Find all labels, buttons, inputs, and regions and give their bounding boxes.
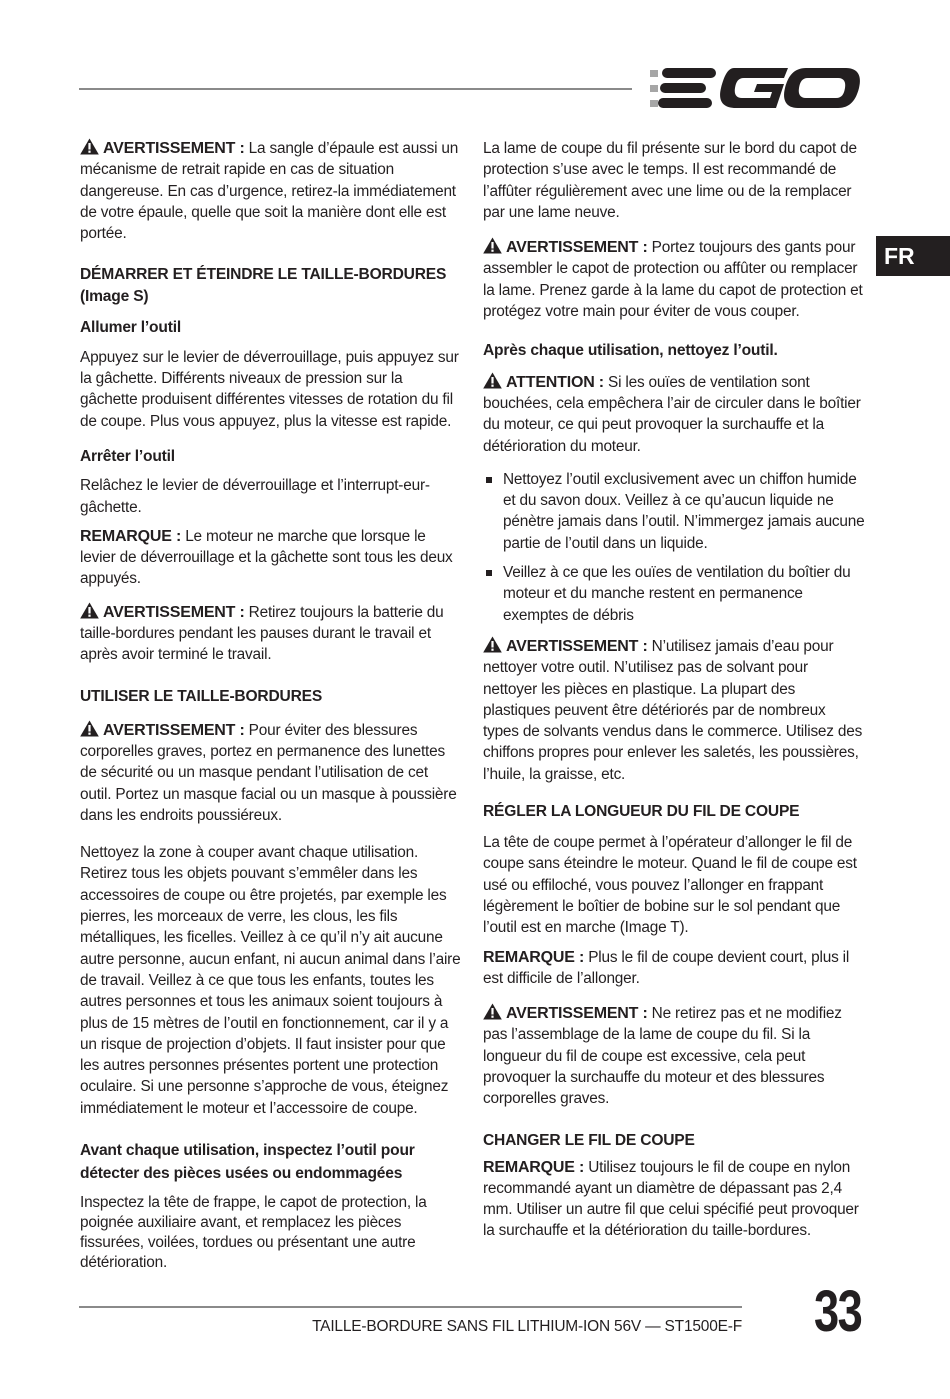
subheading-inspect: Avant chaque utilisation, inspectez l’outil pour détecter des pièces usées ou endommagées [80,1141,415,1182]
paragraph-turn-on: Appuyez sur le levier de déverrouillage, puis appuyez sur la gâchette. Différents niveaux de pression sur la gâchette produisent différentes vitesses de rotation du fil de coupe. Plus vous appuyez, plus la vitesse est rapide. [80,348,459,430]
warning-eye-protection [80,720,462,826]
warning-triangle-icon [483,237,502,254]
attention-vents [483,372,865,457]
paragraph-turn-off: Relâchez le levier de déverrouillage et l’interrupt-eur-gâchette. [80,477,430,516]
note-short-line [483,947,865,990]
warning-label: AVERTISSEMENT : [103,140,245,157]
warning-label: AVERTISSEMENT : [506,1005,648,1023]
warning-text: La sangle d’épaule est aussi un mécanisme de retrait rapide en cas de situation dangereuse. En cas d’urgence, retirez-la immédiatement de votre épaule, quelle que soit la manière dont elle est portée. [80,140,459,243]
warning-text: Ne retirez pas et ne modifiez pas l’assemblage de la lame de coupe du fil. Si la longueur du fil de coupe est excessive, cela peut provoquer la surchauffe du moteur et des blessures corporelles graves. [483,1005,842,1108]
paragraph-inspect: Inspectez la tête de frappe, le capot de protection, la poignée auxiliaire avant, et remplacez les pièces fissurées, voilées, tordues ou présentant une autre détérioration. [80,1193,427,1271]
warning-shoulder-strap [80,138,462,244]
note-text: Utilisez toujours le fil de coupe en nylon recommandé ayant un diamètre de dépassant pas 2,4 mm. Utiliser un autre fil que celui spécifié peut provoquer la surchauffe et la détérioration du taille-bordures. [483,1158,859,1240]
right-column [483,138,865,1254]
warning-label: AVERTISSEMENT : [506,637,648,655]
warning-text: Portez toujours des gants pour assembler le capot de protection ou affûter ou remplacer la lame. Prenez garde à la lame du capot de protection et protégez votre main pour éviter de vous couper. [483,239,863,321]
warning-triangle-icon [80,720,99,737]
note-text: Le moteur ne marche que lorsque le levier de déverrouillage et la gâchette sont tous les deux appuyés. [80,527,453,588]
warning-triangle-icon [483,372,502,389]
note-label: REMARQUE : [80,527,182,545]
page-number: 33 [814,1279,862,1344]
paragraph-blade: La lame de coupe du fil présente sur le bord du capot de protection s’use avec le temps. Il est recommandé de l’affûter régulièrement avec une lime ou de la remplacer par une lame neuve. [483,140,857,221]
note-label: REMARQUE : [483,1158,585,1176]
warning-text: Pour éviter des blessures corporelles graves, portez en permanence des lunettes de sécurité ou un masque pendant l’utilisation de cet outil. Portez un masque facial ou un masque à poussière dans les endroits poussiéreux. [80,721,457,824]
warning-label: AVERTISSEMENT : [103,603,245,621]
list-item: Veillez à ce que les ouïes de ventilation du boîtier du moteur et du manche restent en permanence exemptes de débris [483,562,865,626]
section-heading-line-length: RÉGLER LA LONGUEUR DU FIL DE COUPE [483,803,800,821]
footer-product-title: TAILLE-BORDURE SANS FIL LITHIUM-ION 56V — ST1500E-F [312,1318,742,1335]
left-column [80,138,462,1285]
ego-logo [650,62,862,114]
warning-text: N’utilisez jamais d’eau pour nettoyer votre outil. N’utilisez pas de solvant pour nettoyer les pièces en plastique. La plupart des plastiques peuvent être détériorés par de nombreux types de solvants vendus dans le commerce. Utilisez des chiffons propres pour enlever les saletés, les poussières, l’huile, la graisse, etc. [483,637,863,783]
subheading-after-use: Après chaque utilisation, nettoyez l’outil. [483,342,778,360]
warning-remove-battery [80,602,462,666]
note-label: REMARQUE : [483,948,585,966]
attention-text: Si les ouïes de ventilation sont bouchées, cela empêchera l’air de circuler dans le boîtier du moteur, ce qui peut provoquer la surchauffe et la détérioration du moteur. [483,373,861,455]
paragraph-line-length: La tête de coupe permet à l’opérateur d’allonger le fil de coupe sans éteindre le moteur. Quand le fil de coupe est usé ou effiloché, vous pouvez l’allonger en frappant légèrement le boîtier de bobine sur le sol pendant que l’outil est en marche (Image T). [483,834,857,937]
cleaning-list [483,469,865,626]
language-tab: FR [876,236,950,276]
warning-label: AVERTISSEMENT : [506,239,648,257]
warning-triangle-icon [483,636,502,653]
section-heading-start-stop: DÉMARRER ET ÉTEINDRE LE TAILLE-BORDURES (Image S) [80,266,447,306]
list-item: Nettoyez l’outil exclusivement avec un chiffon humide et du savon doux. Veillez à ce qu’aucun liquide ne pénètre jamais dans l’outil. N’immergez jamais aucune partie de l’outil dans un liquide. [483,469,865,554]
attention-label: ATTENTION : [506,373,604,391]
warning-label: AVERTISSEMENT : [103,721,245,739]
warning-no-water [483,636,865,785]
warning-triangle-icon [483,1003,502,1020]
footer-rule [79,1306,742,1308]
warning-text: Retirez toujours la batterie du taille-bordures pendant les pauses durant le travail et après avoir terminé le travail. [80,603,444,664]
section-heading-use: UTILISER LE TAILLE-BORDURES [80,687,323,705]
warning-gloves [483,237,865,322]
note-unlock-lever [80,526,462,590]
subheading-turn-on: Allumer l’outil [80,319,181,337]
section-heading-change-line: CHANGER LE FIL DE COUPE [483,1131,695,1149]
subheading-turn-off: Arrêter l’outil [80,447,175,465]
warning-triangle-icon [80,602,99,619]
header-rule [79,88,632,90]
note-text: Plus le fil de coupe devient court, plus il est difficile de l’allonger. [483,948,850,987]
paragraph-clean-area: Nettoyez la zone à couper avant chaque utilisation. Retirez tous les objets pouvant s’emmêler dans les accessoires de coupe ou être projetés, par exemple les pierres, les morceaux de verre, les clous, les fils métalliques, les ficelles. Veillez à ce qu’il n’y ait aucune autre personne, aucun enfant, ni aucun animal dans l’aire de travail. Veillez à ce que tous les enfants, toutes les autres personnes et tous les animaux soient toujours à plus de 15 mètres de l’outil en fonctionnement, car il y a un risque de projection d’objets. Il faut insister pour que les autres personnes présentes portent une protection oculaire. Si une personne s’approche de vous, éteignez immédiatement le moteur et l’accessoire de coupe. [80,844,461,1117]
warning-blade-assembly [483,1003,865,1109]
warning-triangle-icon [80,138,99,155]
note-nylon-line [483,1157,865,1242]
